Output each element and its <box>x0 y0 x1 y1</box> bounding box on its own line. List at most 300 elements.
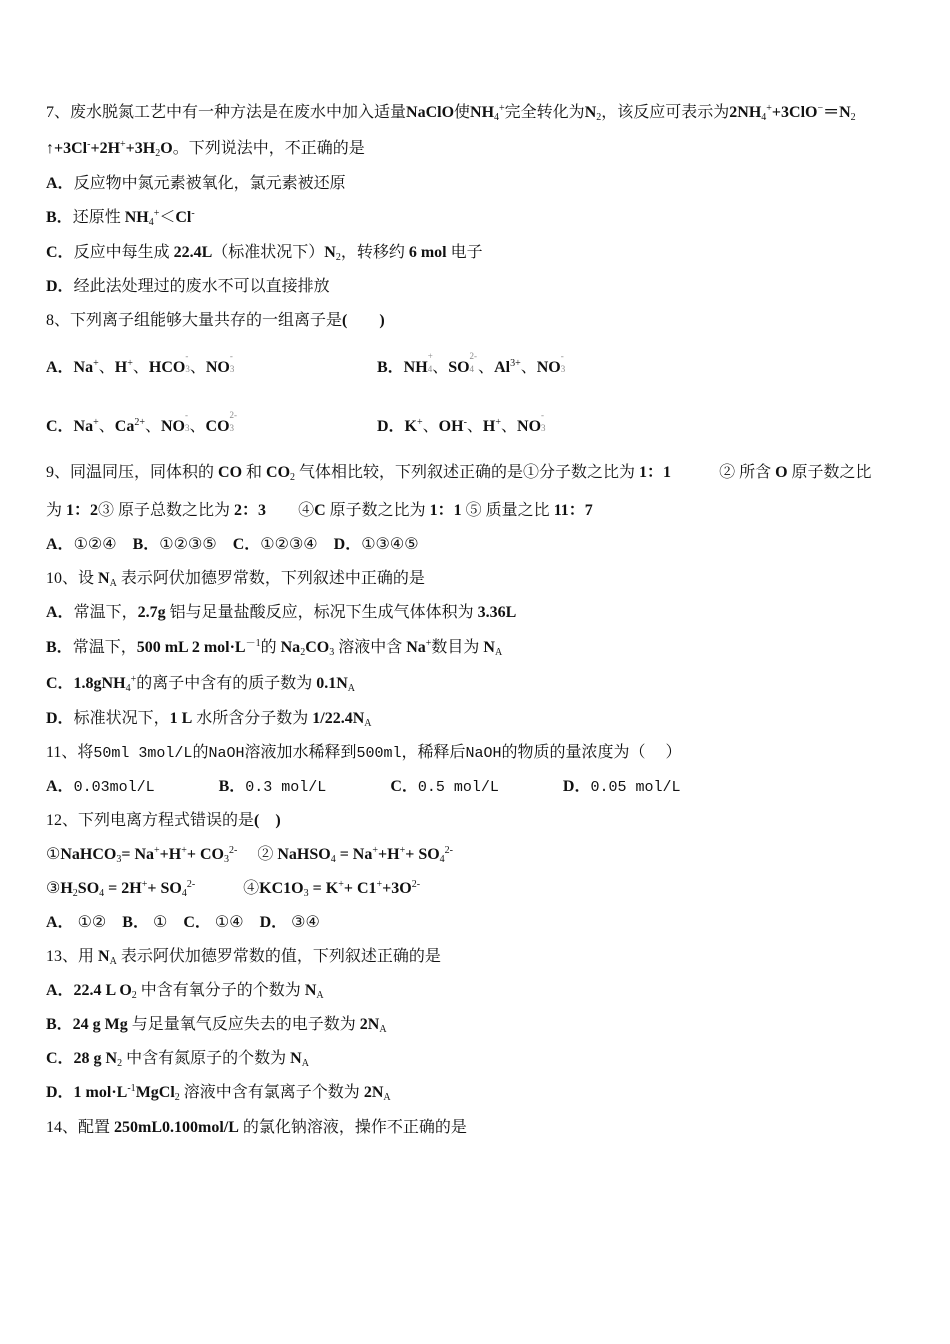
text-line <box>46 777 680 798</box>
text-segment: + <box>425 638 432 649</box>
text-line <box>377 351 566 379</box>
text-segment: CO <box>266 464 291 481</box>
text-segment: 0.03mol/L <box>73 779 155 796</box>
text-line <box>46 603 516 623</box>
text-segment: + <box>120 139 126 150</box>
text-segment: B． <box>46 639 73 656</box>
text-segment: + <box>399 845 406 856</box>
text-segment: +3H <box>125 140 156 157</box>
text-line <box>46 709 372 729</box>
text-segment: 1 L <box>169 710 193 727</box>
text-segment: ③ <box>46 880 61 897</box>
text-segment: C． <box>390 778 418 795</box>
text-segment: KC1O <box>259 880 304 897</box>
text-line <box>46 174 346 194</box>
ion-subscript: 4 <box>469 364 475 374</box>
text-segment <box>326 778 390 795</box>
text-segment: 、 <box>98 418 115 435</box>
text-segment: NH <box>470 104 495 121</box>
text-segment: ↑+3Cl <box>46 140 88 157</box>
text-segment: ⑤ 质量之比 <box>461 502 554 519</box>
text-line <box>46 410 238 438</box>
text-segment: ①④ <box>210 914 260 931</box>
text-segment: 、 <box>98 359 115 376</box>
text-segment: B．24 g Mg <box>46 1016 128 1033</box>
text-segment: = K <box>308 880 339 897</box>
text-segment: ＜ <box>159 209 176 226</box>
text-line <box>46 463 872 483</box>
text-line <box>46 913 320 933</box>
text-segment: HCO <box>148 359 186 376</box>
text-segment: A <box>316 990 324 1001</box>
text-segment: 标准状况下， <box>73 710 170 727</box>
text-segment: 的氯化钠溶液，操作不正确的是 <box>238 1119 467 1136</box>
text-segment: A．22.4 L O <box>46 982 132 999</box>
text-segment: 溶液中含 <box>334 639 407 656</box>
text-segment: ③④ <box>287 914 320 931</box>
text-segment: 、 <box>520 359 537 376</box>
text-segment: C．Na <box>46 418 94 435</box>
text-segment: 还原性 <box>72 209 125 226</box>
text-segment: N <box>98 948 110 965</box>
text-segment: - <box>191 208 195 219</box>
text-segment: A．Na <box>46 359 94 376</box>
text-segment: 10、设 <box>46 570 99 587</box>
text-segment: ＝N <box>823 104 851 121</box>
text-segment: B． <box>46 209 73 226</box>
text-segment <box>185 410 190 433</box>
text-segment: 2 <box>335 252 341 263</box>
text-segment: 气体相比较，下列叙述正确的是①分子数之比为 <box>295 464 640 481</box>
text-segment: +2H <box>90 140 121 157</box>
text-line <box>46 103 856 123</box>
ion-charge: - <box>560 351 564 361</box>
text-segment <box>427 351 433 374</box>
text-line <box>46 139 365 159</box>
text-segment: ( ) <box>254 812 281 829</box>
text-segment: 2- <box>186 879 196 890</box>
text-segment: A <box>379 1024 387 1035</box>
text-segment: 2 <box>850 112 856 123</box>
text-segment: 铝与足量盐酸反应，标况下生成气体体积为 <box>165 604 478 621</box>
text-segment: = 2H <box>104 880 142 897</box>
text-segment: 2.7g <box>137 604 166 621</box>
text-segment: C． <box>46 244 74 261</box>
text-segment <box>499 778 563 795</box>
text-segment: + <box>766 103 772 114</box>
text-segment: 溶液中含有氯离子个数为 <box>179 1084 364 1101</box>
text-segment: − <box>817 103 824 114</box>
text-segment: 的物质的量浓度为（ ） <box>501 744 682 761</box>
text-segment: + <box>376 879 383 890</box>
text-line <box>46 501 593 521</box>
text-segment: CO <box>305 639 330 656</box>
text-segment: 0.1N <box>316 675 348 692</box>
text-segment: H <box>60 880 73 897</box>
text-segment: 50ml 3mol/L <box>93 745 193 762</box>
text-segment: 0.05 mol/L <box>590 779 681 796</box>
text-segment: 2 <box>174 1092 180 1103</box>
text-segment: A． <box>46 914 74 931</box>
text-line <box>46 569 425 589</box>
text-segment: 、 <box>432 359 449 376</box>
text-segment: SO <box>448 359 470 376</box>
text-segment: NO <box>205 359 230 376</box>
text-segment: NH <box>124 209 149 226</box>
ion-charge: + <box>427 351 433 361</box>
text-segment: N <box>98 570 110 587</box>
text-line <box>46 535 419 555</box>
text-segment: ② <box>237 846 278 863</box>
text-segment: 4 <box>181 888 187 899</box>
text-segment: 的 <box>192 744 209 761</box>
text-segment: -1 <box>127 1083 136 1094</box>
text-segment: ④ <box>266 502 315 519</box>
text-segment: Cl <box>175 209 192 226</box>
text-segment: 8、下列离子组能够大量共存的一组离子是 <box>46 312 343 329</box>
text-segment: ④ <box>195 880 260 897</box>
text-segment: 22.4L <box>173 244 213 261</box>
text-segment: B． <box>132 536 160 553</box>
text-segment: 常温下， <box>72 639 137 656</box>
text-segment: 1：2 <box>66 502 99 519</box>
text-line <box>46 1049 309 1069</box>
text-segment: 2- <box>228 845 238 856</box>
text-segment: 为 <box>46 502 67 519</box>
text-segment: （标准状况下） <box>212 244 325 261</box>
text-segment <box>469 351 478 374</box>
text-segment: 中含有氮原子的个数为 <box>122 1050 291 1067</box>
text-line <box>46 638 502 658</box>
text-segment <box>541 410 546 433</box>
text-segment: + <box>338 879 344 890</box>
text-segment: + <box>141 879 148 890</box>
text-segment: 1：1 <box>429 502 462 519</box>
text-segment: C． <box>232 536 261 553</box>
text-segment: ，该反应可表示为 <box>601 104 730 121</box>
text-segment: NO <box>536 359 561 376</box>
text-segment: + C1 <box>343 880 377 897</box>
text-segment: + <box>181 845 187 856</box>
ion-subscript: 3 <box>541 423 546 433</box>
text-segment: ③ 原子总数之比为 <box>98 502 235 519</box>
text-segment: 2 <box>300 647 306 658</box>
text-segment: 、 <box>189 418 206 435</box>
text-segment: O <box>775 464 788 481</box>
text-segment: + SO <box>405 846 440 863</box>
text-segment: 。下列说法中，不正确的是 <box>172 140 365 157</box>
text-segment <box>155 778 219 795</box>
text-segment: 2 <box>290 472 296 483</box>
text-segment: + <box>499 103 505 114</box>
text-segment <box>229 351 235 374</box>
text-segment: 2 <box>131 990 137 1001</box>
text-segment: A <box>301 1058 309 1069</box>
text-segment: 500ml <box>356 745 402 762</box>
text-segment: C <box>314 502 326 519</box>
text-segment: 与足量氧气反应失去的电子数为 <box>127 1016 360 1033</box>
text-segment: 水所含分子数为 <box>192 710 313 727</box>
text-segment: 、 <box>144 418 161 435</box>
text-segment: C．28 g N <box>46 1050 118 1067</box>
text-segment <box>560 351 566 374</box>
text-segment: 13、用 <box>46 948 99 965</box>
text-segment: B． <box>122 914 149 931</box>
text-segment: MgCl <box>135 1084 175 1101</box>
text-segment: B．NH <box>377 359 428 376</box>
text-segment: 溶液加水稀释到 <box>244 744 357 761</box>
text-segment: 4 <box>761 112 767 123</box>
text-segment: 、 <box>466 418 483 435</box>
text-line <box>46 947 441 967</box>
text-segment: A <box>347 683 356 694</box>
text-segment: H <box>114 359 128 376</box>
text-segment: 2N <box>363 1084 384 1101</box>
text-segment: 、 <box>474 359 495 376</box>
text-segment: 的离子中含有的质子数为 <box>136 675 317 692</box>
text-segment: 和 <box>242 464 267 481</box>
text-segment: A <box>494 647 503 658</box>
text-segment: NaOH <box>208 745 245 762</box>
text-segment: NaHSO <box>277 846 331 863</box>
text-segment: 12、下列电离方程式错误的是 <box>46 812 255 829</box>
text-segment: +H <box>378 846 400 863</box>
text-segment: 原子数之比为 <box>325 502 430 519</box>
text-segment: = Na <box>121 846 155 863</box>
text-segment: 2 <box>596 112 602 123</box>
text-segment: D． <box>259 914 288 931</box>
text-segment: A <box>109 956 117 967</box>
text-segment: 4 <box>439 854 445 865</box>
text-segment: 反应中每生成 <box>73 244 174 261</box>
ion-charge: - <box>541 410 545 420</box>
text-segment: SO <box>77 880 100 897</box>
text-segment: 2NH <box>729 104 762 121</box>
text-segment: ，转移约 <box>340 244 409 261</box>
text-segment: ( ) <box>342 312 385 329</box>
ion-charge: 2- <box>469 351 478 361</box>
text-segment: A <box>383 1092 391 1103</box>
text-line <box>46 277 330 297</box>
text-segment: C． <box>183 914 211 931</box>
ion-subscript: 3 <box>185 364 190 374</box>
text-segment: ① <box>46 846 61 863</box>
text-segment: NO <box>517 418 542 435</box>
text-line <box>46 1118 467 1138</box>
text-segment: CO <box>218 464 243 481</box>
text-segment: D． <box>46 710 74 727</box>
ion-charge: 2- <box>229 410 238 420</box>
text-segment: = Na <box>335 846 373 863</box>
text-segment: + <box>93 358 99 369</box>
text-segment <box>229 410 238 433</box>
text-segment: NaClO <box>406 104 455 121</box>
text-segment: + CO <box>186 846 224 863</box>
text-segment: +H <box>159 846 182 863</box>
text-segment: A． <box>46 604 74 621</box>
text-segment: 电子 <box>446 244 483 261</box>
text-segment: 2- <box>444 845 454 856</box>
text-segment: O <box>160 140 173 157</box>
text-segment: 完全转化为 <box>504 104 585 121</box>
text-line <box>46 845 453 865</box>
text-segment: 4 <box>148 217 154 228</box>
text-segment: 6 mol <box>408 244 447 261</box>
text-segment: N <box>324 244 336 261</box>
text-segment: 常温下， <box>73 604 138 621</box>
text-segment: 250mL0.100mol/L <box>114 1119 239 1136</box>
text-segment: Na <box>280 639 301 656</box>
text-segment: NO <box>161 418 185 435</box>
text-segment: + <box>417 417 423 428</box>
text-segment: Al <box>494 359 511 376</box>
ion-charge: - <box>185 410 188 420</box>
text-segment: N <box>483 639 495 656</box>
text-segment: 2- <box>411 879 421 890</box>
text-segment: D． <box>562 778 591 795</box>
ion-subscript: 3 <box>560 364 566 374</box>
text-segment: H <box>482 418 496 435</box>
text-segment: 11、将 <box>46 744 94 761</box>
text-segment: A． <box>46 175 74 192</box>
text-line <box>377 410 546 438</box>
text-segment: B． <box>218 778 246 795</box>
text-segment: 、 <box>501 418 518 435</box>
text-segment <box>185 351 190 374</box>
text-segment: 4 <box>494 112 500 123</box>
text-segment: NaOH <box>465 745 502 762</box>
text-segment: + <box>495 417 502 428</box>
text-segment: 、 <box>422 418 439 435</box>
text-segment: 0.3 mol/L <box>245 779 327 796</box>
text-line <box>46 1083 391 1103</box>
text-segment: 11：7 <box>553 502 593 519</box>
text-segment: + <box>93 417 99 428</box>
text-segment: 使 <box>454 104 471 121</box>
text-segment: A <box>109 578 117 589</box>
text-segment: 3 <box>303 888 309 899</box>
text-segment: - <box>463 417 467 428</box>
text-segment: Ca <box>114 418 135 435</box>
text-segment: D． <box>333 536 362 553</box>
ion-subscript: 4 <box>427 364 433 374</box>
text-line <box>46 674 355 694</box>
text-segment: ② 所含 <box>671 464 776 481</box>
text-segment: NaHCO <box>60 846 117 863</box>
text-segment: 3+ <box>510 358 521 369</box>
text-segment: ① <box>148 914 184 931</box>
text-segment: N <box>290 1050 302 1067</box>
text-segment: ①② <box>73 914 123 931</box>
ion-subscript: 3 <box>229 423 235 433</box>
text-segment: 1：1 <box>639 464 672 481</box>
text-segment: + <box>154 845 160 856</box>
text-segment: A． <box>46 536 74 553</box>
ion-charge: - <box>185 351 189 361</box>
text-segment: 4 <box>330 854 336 865</box>
text-line <box>46 743 682 764</box>
text-segment: 的 <box>260 639 281 656</box>
text-segment: + <box>153 208 160 219</box>
text-segment: 3 <box>329 647 335 658</box>
text-segment: A <box>364 718 372 729</box>
text-segment: + <box>127 358 133 369</box>
text-segment: N <box>304 982 317 999</box>
text-line <box>46 981 324 1001</box>
text-segment: C．1.8gNH <box>46 675 126 692</box>
text-line <box>46 208 195 228</box>
text-segment: + <box>372 845 378 856</box>
text-segment: 经此法处理过的废水不可以直接排放 <box>73 278 330 295</box>
text-segment: 3 <box>116 854 122 865</box>
text-segment: D．K <box>377 418 418 435</box>
text-segment: - <box>87 139 91 150</box>
text-segment: －1 <box>245 638 261 649</box>
text-segment: 4 <box>125 683 131 694</box>
ion-charge: - <box>229 351 233 361</box>
text-line <box>46 351 235 379</box>
text-segment: ，稀释后 <box>401 744 466 761</box>
text-segment: 3 <box>223 854 229 865</box>
text-segment: +3ClO <box>771 104 818 121</box>
text-segment: ①②③④ <box>260 536 334 553</box>
text-segment: 14、配置 <box>46 1119 115 1136</box>
text-segment: Na <box>406 639 426 656</box>
text-segment: + SO <box>147 880 182 897</box>
text-segment: ①②③⑤ <box>159 536 233 553</box>
text-segment: 2N <box>359 1016 380 1033</box>
text-line <box>46 879 420 899</box>
text-segment: 中含有氧分子的个数为 <box>136 982 305 999</box>
text-segment: N <box>584 104 597 121</box>
text-segment: ①③④⑤ <box>361 536 419 553</box>
text-segment: + <box>130 674 137 685</box>
text-segment: 4 <box>99 888 105 899</box>
text-segment: 、 <box>189 359 206 376</box>
text-segment: 表示阿伏加德罗常数的值，下列叙述正确的是 <box>116 948 441 965</box>
text-segment: 数目为 <box>431 639 484 656</box>
text-segment: D． <box>46 278 74 295</box>
text-segment: 3.36L <box>477 604 517 621</box>
text-segment: 7、废水脱氮工艺中有一种方法是在废水中加入适量 <box>46 104 407 121</box>
text-segment: A． <box>46 778 74 795</box>
text-segment: 、 <box>132 359 149 376</box>
text-segment: 2+ <box>134 417 145 428</box>
text-segment: 表示阿伏加德罗常数，下列叙述中正确的是 <box>116 570 425 587</box>
text-segment: CO <box>205 418 230 435</box>
ion-subscript: 3 <box>185 423 190 433</box>
text-line <box>46 311 385 331</box>
text-segment: 9、同温同压，同体积的 <box>46 464 219 481</box>
text-segment: 2 <box>155 148 161 159</box>
text-segment: 2 <box>72 888 78 899</box>
text-line <box>46 1015 387 1035</box>
text-segment: 0.5 mol/L <box>417 779 499 796</box>
text-segment: D．1 mol·L <box>46 1084 128 1101</box>
text-segment: 2：3 <box>234 502 267 519</box>
text-segment: 1/22.4N <box>312 710 365 727</box>
text-line <box>46 243 483 263</box>
text-segment: OH <box>438 418 464 435</box>
text-segment: ①②④ <box>73 536 133 553</box>
text-segment: 2 <box>117 1058 123 1069</box>
text-segment: 500 mL 2 mol·L <box>136 639 246 656</box>
text-segment: +3O <box>382 880 412 897</box>
ion-subscript: 3 <box>229 364 235 374</box>
text-segment: 反应物中氮元素被氧化，氯元素被还原 <box>73 175 346 192</box>
text-line <box>46 811 281 831</box>
text-segment: 原子数之比 <box>787 464 872 481</box>
